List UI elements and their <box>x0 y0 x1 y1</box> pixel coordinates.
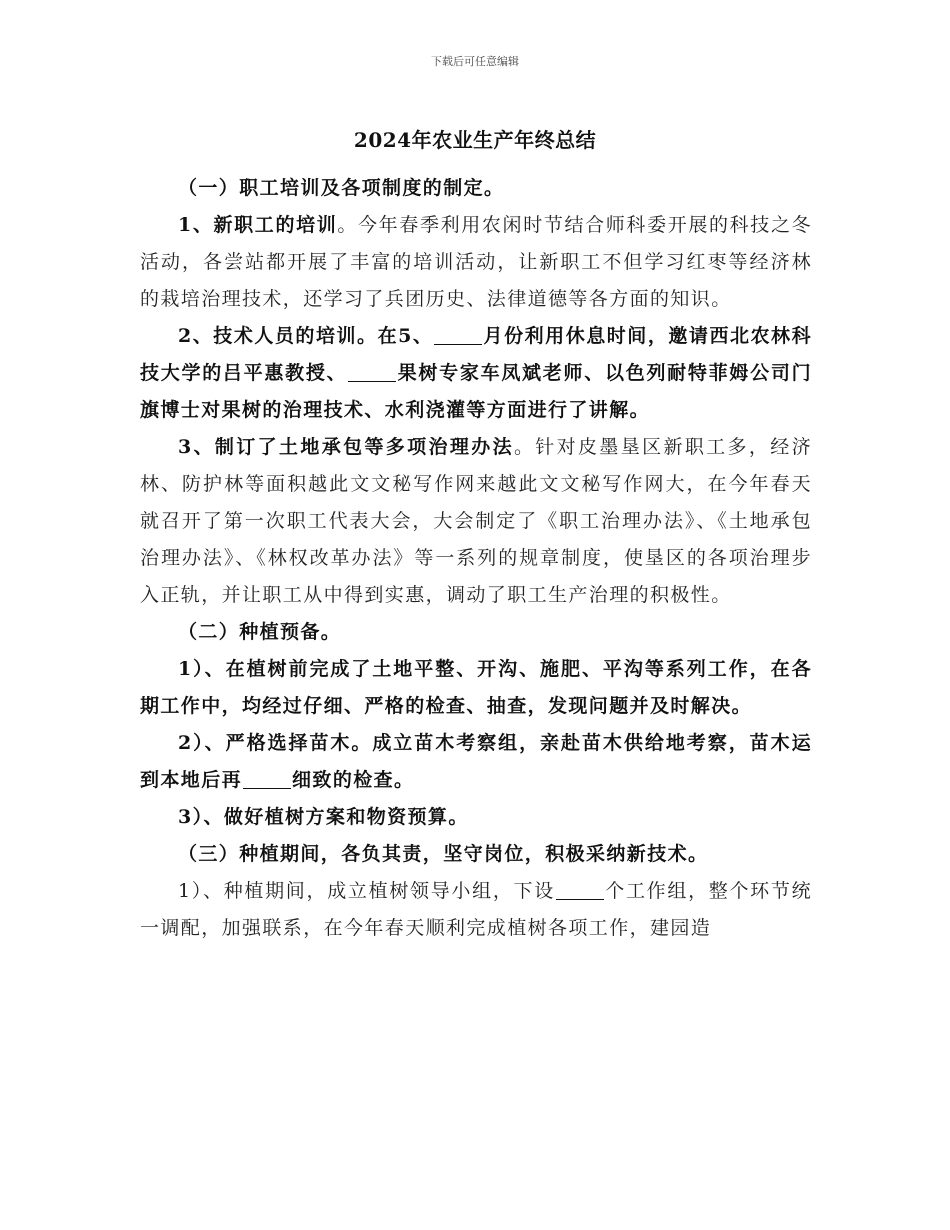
document-title: 2024年农业生产年终总结 <box>353 128 597 152</box>
paragraph-7 <box>140 873 812 947</box>
fill-blank <box>243 769 291 789</box>
paragraph-2-part-a: 。在5、 <box>357 325 434 347</box>
document-body <box>140 170 812 947</box>
fill-blank <box>348 362 396 382</box>
fill-blank <box>434 325 482 345</box>
section-heading-2: （二）种植预备。 <box>178 621 342 643</box>
paragraph-2-part-c: 果树专家车凤斌老师、以色列耐特菲姆公司门旗博士对果树的治理技术、水利浇灌等方面进行了讲解。 <box>140 362 812 421</box>
page-header-note: 下载后可任意编辑 <box>431 55 519 68</box>
paragraph-3-lead: 3、制订了土地承包等多项治理办法 <box>178 436 514 458</box>
section-heading-3: （三）种植期间，各负其责，坚守岗位，积极采纳新技术。 <box>178 843 709 865</box>
paragraph-6: 3）、做好植树方案和物资预算。 <box>178 806 469 828</box>
section-heading-1: （一）职工培训及各项制度的制定。 <box>178 177 505 199</box>
paragraph-3 <box>140 429 812 614</box>
paragraph-4: 1）、在植树前完成了土地平整、开沟、施肥、平沟等系列工作，在各期工作中，均经过仔细、严格的检查、抽查，发现问题并及时解决。 <box>140 658 812 717</box>
paragraph-5 <box>140 725 812 799</box>
paragraph-3-text: 。针对皮墨垦区新职工多，经济林、防护林等面积越此文文秘写作网来越此文文秘写作网大，在今年春天就召开了第一次职工代表大会，大会制定了《职工治理办法》、《土地承包治理办法》、《林权改革办法》等一系列的规章制度，使垦区的各项治理步入正轨，并让职工从中得到实惠，调动了职工生产治理的积极性。 <box>140 436 813 606</box>
paragraph-1-lead: 1、新职工的培训 <box>178 214 338 236</box>
paragraph-1-text: 。今年春季利用农闲时节结合师科委开展的科技之冬活动，各尝站都开展了丰富的培训活动，让新职工不但学习红枣等经济林的栽培治理技术，还学习了兵团历史、法律道德等各方面的知识。 <box>140 214 813 310</box>
paragraph-1 <box>140 207 812 318</box>
paragraph-5-part-b: 细致的检查。 <box>292 769 415 791</box>
paragraph-7-part-b: 个工作组，整个环节统一调配，加强联系，在今年春天顺利完成植树各项工作，建园造 <box>140 880 812 939</box>
paragraph-5-part-a: 2）、严格选择苗木。成立苗木考察组，亲赴苗木供给地考察，苗木运到本地后再 <box>140 732 812 791</box>
paragraph-7-part-a: 1）、种植期间，成立植树领导小组，下设 <box>178 880 555 902</box>
paragraph-2 <box>140 318 812 429</box>
paragraph-2-part-b: 月份利用休息时间，邀请西北农林科技大学的吕平惠教授、 <box>140 325 812 384</box>
fill-blank <box>556 880 604 900</box>
paragraph-2-lead: 2、技术人员的培训 <box>178 325 358 347</box>
